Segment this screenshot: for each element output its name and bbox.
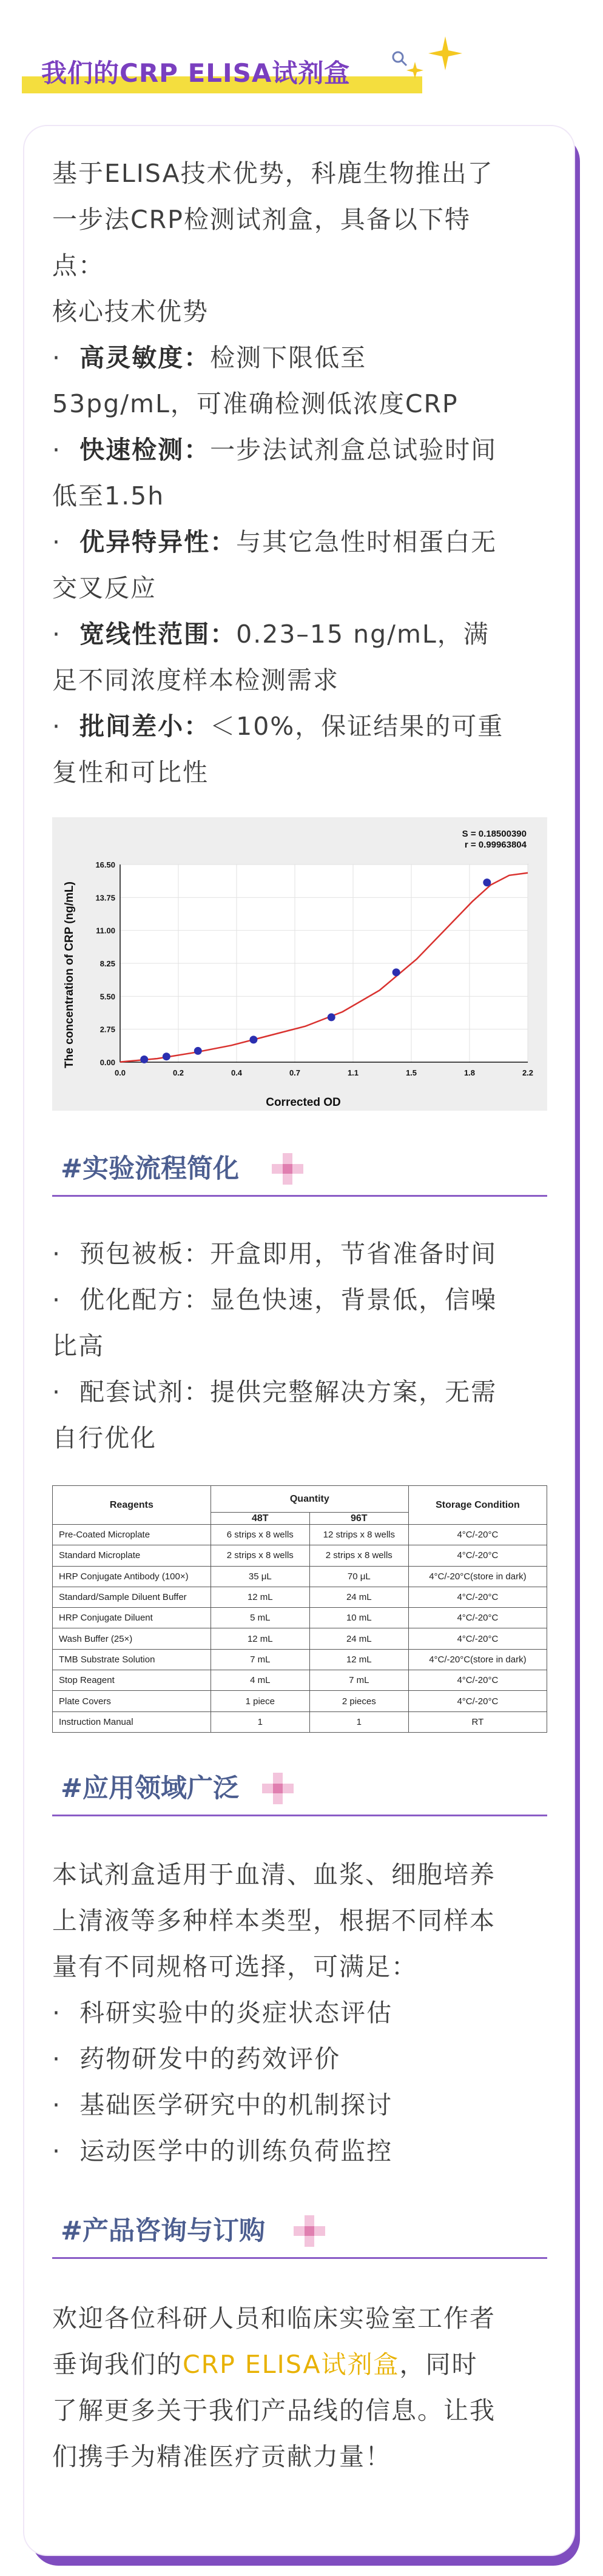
chart-stat-s: S = 0.18500390 <box>462 829 527 839</box>
table-row: Instruction Manual 1 1 RT <box>53 1711 547 1732</box>
section-title: #实验流程简化 <box>61 1154 240 1184</box>
page-header <box>18 36 431 103</box>
y-tick-label: 2.75 <box>99 1025 115 1034</box>
table-row: HRP Conjugate Antibody (100×) 35 μL 70 μL 4°C/-20°C(store in dark) <box>53 1566 547 1587</box>
inquiry-line: 欢迎各位科研人员和临床实验室工作者 <box>52 2304 496 2333</box>
y-tick-label: 5.50 <box>99 992 115 1002</box>
small-star-icon <box>406 62 423 79</box>
page-title: 我们的CRP ELISA试剂盒 <box>41 58 351 88</box>
data-point <box>194 1047 202 1055</box>
inquiry-block <box>52 2295 547 2480</box>
reagents-table <box>52 1485 547 1733</box>
section-header-applications <box>52 1764 547 1816</box>
workflow-item: · 配套试剂：提供完整解决方案，无需 自行优化 <box>52 1377 497 1453</box>
section-title: #应用领域广泛 <box>61 1773 240 1804</box>
table-row: Wash Buffer (25×) 12 mL 24 mL 4°C/-20°C <box>53 1628 547 1649</box>
table-row: Standard/Sample Diluent Buffer 12 mL 24 mL 4°C/-20°C <box>53 1587 547 1607</box>
x-tick-label: 0.4 <box>231 1068 243 1077</box>
chart-stat-r: r = 0.99963804 <box>464 840 527 850</box>
table-header: Quantity <box>211 1486 408 1513</box>
data-point <box>328 1013 335 1021</box>
data-point <box>163 1052 170 1060</box>
feature-item: · 快速检测：一步法试剂盒总试验时间 低至1.5h <box>52 435 497 510</box>
workflow-list <box>52 1231 547 1461</box>
section-title: #产品咨询与订购 <box>61 2216 266 2246</box>
workflow-item: · 预包被板：开盒即用，节省准备时间 <box>52 1239 497 1268</box>
y-tick-label: 16.50 <box>95 860 115 869</box>
applications-block <box>52 1852 547 2174</box>
data-point <box>249 1035 257 1043</box>
applications-line: 上清液等多种样本类型，根据不同样本 <box>52 1906 496 1935</box>
intro-line: 一步法CRP检测试剂盒，具备以下特 <box>52 205 471 234</box>
inquiry-line: 了解更多关于我们产品线的信息。让我 <box>52 2396 496 2425</box>
y-tick-label: 8.25 <box>99 959 115 968</box>
inquiry-line: 们携手为精准医疗贡献力量！ <box>52 2442 391 2471</box>
data-point <box>392 968 400 976</box>
intro-block <box>52 150 547 795</box>
chart-ylabel: The concentration of CRP (ng/mL) <box>63 882 76 1068</box>
table-row: Standard Microplate 2 strips x 8 wells 2 strips x 8 wells 4°C/-20°C <box>53 1545 547 1566</box>
feature-item: · 批间差小：＜10%，保证结果的可重 复性和可比性 <box>52 712 504 787</box>
feature-item: · 宽线性范围：0.23–15 ng/mL，满 足不同浓度样本检测需求 <box>52 620 490 695</box>
plus-decor-icon <box>294 2215 325 2247</box>
application-item: · 科研实验中的炎症状态评估 <box>52 1998 393 2027</box>
table-header: Reagents <box>53 1486 211 1525</box>
table-row: HRP Conjugate Diluent 5 mL 10 mL 4°C/-20°C <box>53 1608 547 1628</box>
workflow-item: · 优化配方：显色快速，背景低，信噪 比高 <box>52 1285 497 1360</box>
table-header: 96T <box>309 1513 408 1525</box>
table-row: Plate Covers 1 piece 2 pieces 4°C/-20°C <box>53 1691 547 1711</box>
section-header-inquiry <box>52 2207 547 2259</box>
feature-item: · 优异特异性：与其它急性时相蛋白无 交叉反应 <box>52 527 497 603</box>
y-tick-label: 13.75 <box>95 893 115 903</box>
table-header: Storage Condition <box>408 1486 547 1525</box>
intro-line: 核心技术优势 <box>52 297 209 326</box>
chart-svg <box>52 817 547 1111</box>
section-header-workflow <box>52 1145 547 1197</box>
application-item: · 药物研发中的药效评价 <box>52 2044 341 2073</box>
applications-line: 量有不同规格可选择，可满足： <box>52 1952 417 1981</box>
table-row: Pre-Coated Microplate 6 strips x 8 wells 12 strips x 8 wells 4°C/-20°C <box>53 1525 547 1545</box>
application-item: · 运动医学中的训练负荷监控 <box>52 2136 393 2166</box>
product-link[interactable]: CRP ELISA试剂盒 <box>183 2350 400 2379</box>
large-star-icon <box>428 36 462 70</box>
x-tick-label: 1.5 <box>405 1068 417 1077</box>
application-item: · 基础医学研究中的机制探讨 <box>52 2090 393 2119</box>
standard-curve-chart <box>52 817 547 1111</box>
intro-line: 基于ELISA技术优势，科鹿生物推出了 <box>52 159 494 188</box>
table-row: TMB Substrate Solution 7 mL 12 mL 4°C/-20°C(store in dark) <box>53 1649 547 1670</box>
x-tick-label: 1.1 <box>347 1068 359 1077</box>
x-tick-label: 0.7 <box>289 1068 301 1077</box>
applications-line: 本试剂盒适用于血清、血浆、细胞培养 <box>52 1860 496 1889</box>
feature-item: · 高灵敏度：检测下限低至 53pg/mL，可准确检测低浓度CRP <box>52 343 459 418</box>
y-tick-label: 0.00 <box>99 1058 115 1067</box>
inquiry-line: 垂询我们的CRP ELISA试剂盒，同时 <box>52 2350 478 2379</box>
intro-line: 点： <box>52 251 104 280</box>
table-row: Stop Reagent 4 mL 7 mL 4°C/-20°C <box>53 1670 547 1691</box>
chart-xlabel: Corrected OD <box>266 1096 341 1109</box>
data-point <box>140 1055 148 1063</box>
x-tick-label: 0.0 <box>114 1068 126 1077</box>
x-tick-label: 1.8 <box>463 1068 476 1077</box>
y-tick-label: 11.00 <box>96 926 115 935</box>
plus-decor-icon <box>272 1153 303 1185</box>
x-tick-label: 0.2 <box>172 1068 184 1077</box>
x-tick-label: 2.2 <box>522 1068 534 1077</box>
table-header: 48T <box>211 1513 309 1525</box>
data-point <box>483 878 491 886</box>
plus-decor-icon <box>262 1773 294 1804</box>
